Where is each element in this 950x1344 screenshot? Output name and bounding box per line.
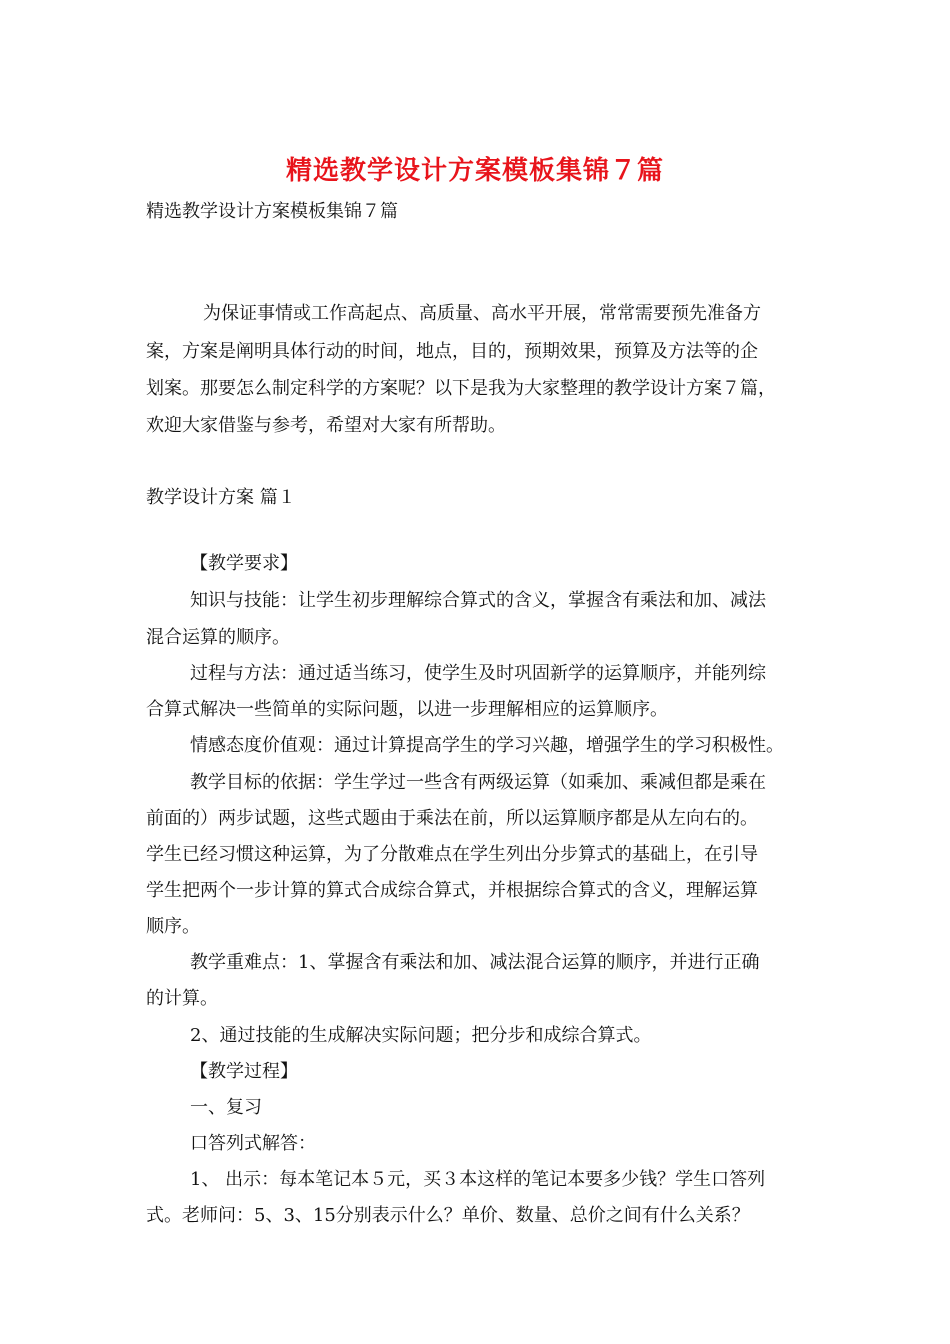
intro-line: 案，方案是阐明具体行动的时间，地点，目的，预期效果，预算及方法等的企 (146, 341, 758, 362)
intro-line: 划案。那要怎么制定科学的方案呢？以下是我为大家整理的教学设计方案７篇， (146, 378, 776, 399)
body-line: 学生已经习惯这种运算，为了分散难点在学生列出分步算式的基础上，在引导 (146, 844, 758, 865)
body-line: 知识与技能：让学生初步理解综合算式的含义，掌握含有乘法和加、减法 (190, 590, 766, 611)
body-line: 情感态度价值观：通过计算提高学生的学习兴趣，增强学生的学习积极性。 (190, 735, 784, 756)
body-line: 1、 出示：每本笔记本５元，买３本这样的笔记本要多少钱？学生口答列 (190, 1169, 766, 1190)
body-line: 混合运算的顺序。 (146, 627, 290, 648)
body-line: 一、复习 (190, 1097, 262, 1118)
body-line: 教学重难点：1、掌握含有乘法和加、减法混合运算的顺序，并进行正确 (190, 952, 760, 973)
intro-line: 欢迎大家借鉴与参考，希望对大家有所帮助。 (146, 415, 506, 436)
document-title: 精选教学设计方案模板集锦７篇 (285, 156, 664, 186)
body-line: 学生把两个一步计算的算式合成综合算式，并根据综合算式的含义，理解运算 (146, 880, 758, 901)
body-line: 2、通过技能的生成解决实际问题；把分步和成综合算式。 (190, 1025, 652, 1046)
body-line: 的计算。 (146, 988, 218, 1009)
body-line: 前面的）两步试题，这些式题由于乘法在前，所以运算顺序都是从左向右的。 (146, 808, 758, 829)
body-line: 合算式解决一些简单的实际问题，以进一步理解相应的运算顺序。 (146, 699, 668, 720)
body-line: 【教学过程】 (190, 1061, 298, 1082)
body-line: 过程与方法：通过适当练习，使学生及时巩固新学的运算顺序，并能列综 (190, 663, 766, 684)
body-line: 式。老师问：5、3、15分别表示什么？单价、数量、总价之间有什么关系？ (146, 1205, 750, 1226)
document-subtitle: 精选教学设计方案模板集锦７篇 (146, 201, 398, 222)
intro-line: 为保证事情或工作高起点、高质量、高水平开展，常常需要预先准备方 (203, 303, 761, 324)
body-line: 顺序。 (146, 916, 200, 937)
body-line: 口答列式解答： (190, 1133, 316, 1154)
body-line: 教学目标的依据：学生学过一些含有两级运算（如乘加、乘减但都是乘在 (190, 772, 766, 793)
section-heading: 教学设计方案 篇１ (146, 487, 296, 508)
body-line: 【教学要求】 (190, 553, 298, 574)
